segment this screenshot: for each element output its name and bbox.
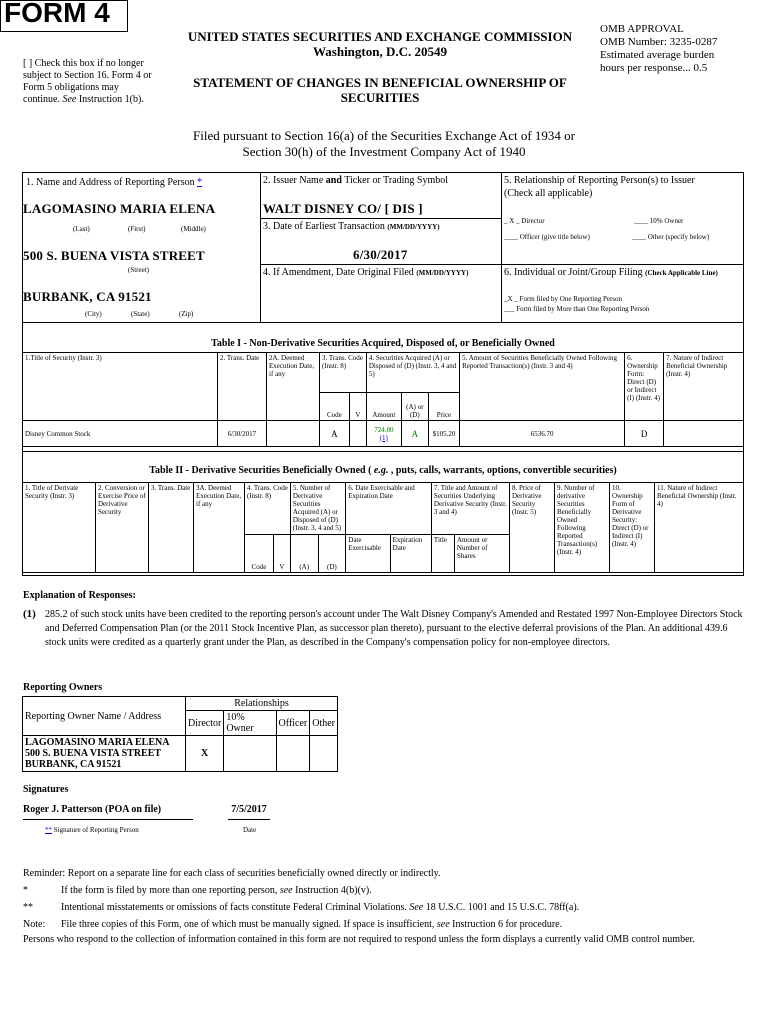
t1-col-owned: 5. Amount of Securities Beneficially Owned Following Reported Transaction(s) (Instr. 3 and 4) bbox=[460, 353, 625, 421]
table-row bbox=[23, 736, 338, 772]
ro-owner-cell bbox=[23, 736, 186, 772]
box-6-filing bbox=[501, 264, 744, 323]
box-5-relationship bbox=[501, 172, 744, 265]
signature-label bbox=[45, 826, 139, 834]
reminder-line: Persons who respond to the collection of information contained in this form are not required to respond unless the form displays a currently valid OMB control number. bbox=[23, 934, 695, 945]
t1-col-nature: 7. Nature of Indirect Beneficial Ownership (Instr. 4) bbox=[664, 353, 744, 421]
signer-name: Roger J. Patterson (POA on file) bbox=[23, 804, 193, 820]
table-row bbox=[23, 421, 744, 447]
reminder-see: see bbox=[279, 885, 293, 896]
box-3-label bbox=[263, 221, 440, 232]
t2-sub-v: V bbox=[273, 535, 290, 573]
t1-col-date: 2. Trans. Date bbox=[218, 353, 267, 421]
reminder-line: Reminder: Report on a separate line for each class of securities beneficially owned directly or indirectly. bbox=[23, 868, 441, 879]
filed-line: Section 30(h) of the Investment Company Act of 1940 bbox=[242, 144, 526, 159]
box-1-label-text: 1. Name and Address of Reporting Person bbox=[26, 177, 195, 188]
agency-city: Washington, D.C. 20549 bbox=[313, 44, 447, 59]
check-box-note bbox=[23, 58, 173, 106]
ro-col-director: Director bbox=[186, 711, 224, 736]
ro-other-mark bbox=[310, 736, 338, 772]
t2-sub-date-exercisable: Date Exercisable bbox=[346, 535, 390, 573]
reminder-see: see bbox=[436, 919, 450, 930]
check-note-line: Form 5 obligations may bbox=[23, 82, 119, 93]
t2-sub-title: Title bbox=[431, 535, 454, 573]
omb-line: OMB Number: 3235-0287 bbox=[600, 36, 718, 48]
ro-owner-line: LAGOMASINO MARIA ELENA bbox=[25, 737, 170, 748]
box-3-earliest-transaction bbox=[260, 218, 502, 265]
reporting-person-city: BURBANK, CA 91521 bbox=[23, 289, 152, 304]
table-1 bbox=[22, 352, 744, 447]
reminder-text: If the form is filed by more than one reporting person, bbox=[61, 885, 280, 896]
t1-col-deemed: 2A. Deemed Execution Date, if any bbox=[267, 353, 320, 421]
ro-col-name: Reporting Owner Name / Address bbox=[23, 697, 186, 736]
box-4-format: (MM/DD/YYYY) bbox=[416, 269, 469, 277]
t1-amount-cell bbox=[366, 421, 401, 447]
t2-col-deemed: 3A. Deemed Execution Date, if any bbox=[194, 483, 245, 573]
other-line: ____ Other (specify below) bbox=[632, 233, 710, 241]
ro-owner-mark bbox=[224, 736, 276, 772]
t1-security: Disney Common Stock bbox=[23, 421, 218, 447]
box-2-label bbox=[263, 175, 448, 186]
reminder-mark: ** bbox=[23, 902, 33, 913]
reminder-text: Instruction 6 for procedure. bbox=[449, 919, 563, 930]
reminder-line bbox=[23, 916, 753, 933]
t2-col-nature: 11. Nature of Indirect Beneficial Ownership (Instr. 4) bbox=[654, 483, 743, 573]
t2-col-code: 4. Trans. Code (Instr. 8) bbox=[245, 483, 291, 535]
check-note-tail: Instruction 1(b). bbox=[76, 94, 144, 105]
box-1-label bbox=[26, 177, 202, 188]
officer-line: ____ Officer (give title below) bbox=[504, 233, 590, 241]
filed-by-more-line: ___ Form filed by More than One Reporting Person bbox=[504, 305, 650, 313]
box-4-label-text: 4. If Amendment, Date Original Filed bbox=[263, 267, 417, 278]
box-4-label bbox=[263, 267, 468, 278]
t1-sub-code: Code bbox=[320, 393, 350, 421]
last-label: (Last) bbox=[73, 225, 90, 233]
reminder-text: Intentional misstatements or omissions of facts constitute Federal Criminal Violations. bbox=[61, 902, 410, 913]
table-2 bbox=[22, 482, 744, 573]
t2-col-form: 10. Ownership Form of Derivative Security: Direct (D) or Indirect (I) (Instr. 4) bbox=[609, 483, 654, 573]
issuer-name: WALT DISNEY CO/ [ DIS ] bbox=[263, 201, 423, 216]
reporting-owners-heading: Reporting Owners bbox=[23, 682, 103, 693]
box-1-reporting-person bbox=[22, 172, 261, 323]
box-4-amendment bbox=[260, 264, 502, 323]
t1-sub-amount: Amount bbox=[366, 393, 401, 421]
t1-code: A bbox=[320, 421, 350, 447]
reminder-text: 18 U.S.C. 1001 and 15 U.S.C. 78ff(a). bbox=[423, 902, 580, 913]
t1-footnote-link[interactable]: (1) bbox=[379, 433, 388, 442]
ro-owner-line: 500 S. BUENA VISTA STREET bbox=[25, 748, 162, 759]
check-note-line: subject to Section 16. Form 4 or bbox=[23, 70, 152, 81]
omb-line: OMB APPROVAL bbox=[600, 23, 684, 35]
form-4-label: FORM 4 bbox=[4, 0, 110, 28]
t1-v bbox=[349, 421, 366, 447]
zip-label: (Zip) bbox=[179, 310, 194, 318]
filed-by-one-line: _X _ Form filed by One Reporting Person bbox=[504, 295, 623, 303]
box-5-label: 5. Relationship of Reporting Person(s) to Issuer bbox=[504, 175, 695, 186]
earliest-transaction-date: 6/30/2017 bbox=[353, 247, 408, 262]
box-6-label bbox=[504, 267, 718, 278]
t1-col-title: 1.Title of Security (Instr. 3) bbox=[23, 353, 218, 421]
box-2-label-and: and bbox=[325, 175, 342, 186]
t1-col-form: 6. Ownership Form: Direct (D) or Indirect (I) (Instr. 4) bbox=[625, 353, 664, 421]
t2-col-underlying: 7. Title and Amount of Securities Underlying Derivative Security (Instr. 3 and 4) bbox=[431, 483, 509, 535]
omb-line: Estimated average burden bbox=[600, 49, 715, 61]
reminder-see: See bbox=[409, 902, 424, 913]
ro-officer-mark bbox=[276, 736, 310, 772]
t2-col-owned: 9. Number of derivative Securities Beneficially Owned Following Reported Transaction(s) (Instr. 4) bbox=[554, 483, 609, 573]
check-note-see: See bbox=[62, 94, 77, 105]
footnote-number: (1) bbox=[23, 608, 36, 620]
reporting-owners-table bbox=[22, 696, 338, 772]
reporting-person-name: LAGOMASINO MARIA ELENA bbox=[23, 201, 216, 216]
reminder-line bbox=[23, 882, 753, 899]
t2-col-number: 5. Number of Derivative Securities Acquired (A) or Disposed of (D) (Instr. 3, 4 and 5) bbox=[290, 483, 345, 535]
date-label: Date bbox=[243, 826, 257, 834]
signature-label-text: Signature of Reporting Person bbox=[53, 826, 139, 834]
first-label: (First) bbox=[128, 225, 146, 233]
statement-title-line: SECURITIES bbox=[340, 90, 420, 105]
check-note-text: continue. bbox=[23, 94, 63, 105]
t2-sub-a: (A) bbox=[290, 535, 318, 573]
box-6-label-text: 6. Individual or Joint/Group Filing bbox=[504, 267, 646, 278]
t1-price: $105.20 bbox=[428, 421, 459, 447]
box-6-sub: (Check Applicable Line) bbox=[645, 269, 718, 277]
ro-col-owner: 10% Owner bbox=[224, 711, 276, 736]
t1-col-code: 3. Trans. Code (Instr. 8) bbox=[320, 353, 367, 393]
t1-owned: 6536.70 bbox=[460, 421, 625, 447]
t2-col-conversion: 2. Conversion or Exercise Price of Derivative Security bbox=[96, 483, 149, 573]
t1-nature bbox=[664, 421, 744, 447]
state-label: (State) bbox=[131, 310, 150, 318]
t1-col-acquired: 4. Securities Acquired (A) or Disposed of (D) (Instr. 3, 4 and 5) bbox=[366, 353, 459, 393]
t1-form: D bbox=[625, 421, 664, 447]
signatures-heading: Signatures bbox=[23, 784, 69, 795]
omb-line: hours per response... 0.5 bbox=[600, 62, 708, 74]
t2-sub-amount: Amount or Number of Shares bbox=[454, 535, 509, 573]
reminders bbox=[23, 865, 753, 947]
t2-title-a: Table II - Derivative Securities Beneficially Owned ( bbox=[149, 465, 374, 476]
ro-col-relationships: Relationships bbox=[186, 697, 338, 711]
ro-col-officer: Officer bbox=[276, 711, 310, 736]
t2-sub-d: (D) bbox=[318, 535, 346, 573]
t1-date: 6/30/2017 bbox=[218, 421, 267, 447]
form-4-label-box bbox=[0, 0, 128, 32]
table-1-title: Table I - Non-Derivative Securities Acquired, Disposed of, or Beneficially Owned bbox=[211, 338, 555, 349]
t2-col-exercisable: 6. Date Exercisable and Expiration Date bbox=[346, 483, 432, 535]
signature-footnote-link[interactable]: ** bbox=[45, 826, 52, 834]
explanation-heading: Explanation of Responses: bbox=[23, 590, 136, 601]
reminder-mark: Note: bbox=[23, 919, 46, 930]
director-checkbox-line: _ X _ Director bbox=[504, 217, 545, 225]
statement-title-line: STATEMENT OF CHANGES IN BENEFICIAL OWNERSHIP OF bbox=[193, 75, 567, 90]
ro-col-other: Other bbox=[310, 711, 338, 736]
t2-col-price: 8. Price of Derivative Security (Instr. 5) bbox=[509, 483, 554, 573]
t2-sub-expiration: Expiration Date bbox=[390, 535, 431, 573]
check-note-line: [ ] Check this box if no longer bbox=[23, 58, 144, 69]
statement-title bbox=[170, 75, 590, 105]
box-2-label-b: Ticker or Trading Symbol bbox=[341, 175, 449, 186]
filed-pursuant bbox=[120, 128, 648, 160]
t2-col-date: 3. Trans. Date bbox=[149, 483, 194, 573]
ten-percent-owner-line: ____ 10% Owner bbox=[634, 217, 684, 225]
t2-sub-code: Code bbox=[245, 535, 274, 573]
t2-title-eg: e.g. bbox=[373, 465, 389, 476]
box-5-sub: (Check all applicable) bbox=[504, 188, 593, 199]
t1-sub-a-or-d: (A) or (D) bbox=[401, 393, 428, 421]
reporting-person-street: 500 S. BUENA VISTA STREET bbox=[23, 248, 205, 263]
check-note-line bbox=[23, 94, 173, 106]
reminder-text: File three copies of this Form, one of which must be manually signed. If space is insufficient, bbox=[61, 919, 437, 930]
box-3-format: (MM/DD/YYYY) bbox=[387, 223, 440, 231]
t2-col-title: 1. Title of Derivate Security (Instr. 3) bbox=[23, 483, 96, 573]
ro-director-mark: X bbox=[186, 736, 224, 772]
box-2-label-a: 2. Issuer Name bbox=[263, 175, 326, 186]
box-3-label-text: 3. Date of Earliest Transaction bbox=[263, 221, 388, 232]
agency-name: UNITED STATES SECURITIES AND EXCHANGE COMMISSION bbox=[187, 29, 573, 44]
middle-label: (Middle) bbox=[181, 225, 206, 233]
t1-sub-price: Price bbox=[428, 393, 459, 421]
filed-line: Filed pursuant to Section 16(a) of the Securities Exchange Act of 1934 or bbox=[193, 128, 575, 143]
street-label: (Street) bbox=[128, 266, 149, 274]
reminder-mark: * bbox=[23, 885, 28, 896]
box-1-footnote-link[interactable]: * bbox=[197, 177, 203, 188]
t1-amount: 724.80 bbox=[374, 425, 394, 434]
signature-date: 7/5/2017 bbox=[228, 804, 270, 820]
t1-deemed bbox=[267, 421, 320, 447]
t1-a-or-d: A bbox=[401, 421, 428, 447]
footnote-text: 285.2 of such stock units have been credited to the reporting person's account under The Walt Disney Company's Amended and Restated 1997 Non-Employee Directors Stock and Deferred Compensation Plan (or the 2011 Stock Incentive Plan, as successor plan thereto), pursuant to the elective deferral provisions of the Plan. An additional 439.6 stock units were credited as a quarterly grant under the Plan, as described in the Company's compensation policy for non-employee directors. bbox=[45, 609, 743, 648]
t2-title-b: , puts, calls, warrants, options, convertible securities) bbox=[388, 465, 617, 476]
reminder-line bbox=[23, 899, 753, 916]
t1-sub-v: V bbox=[349, 393, 366, 421]
table-2-title bbox=[22, 465, 744, 476]
city-label: (City) bbox=[85, 310, 102, 318]
box-2-issuer bbox=[260, 172, 502, 219]
ro-owner-line: BURBANK, CA 91521 bbox=[25, 759, 122, 770]
omb-approval bbox=[600, 23, 760, 75]
reminder-text: Instruction 4(b)(v). bbox=[292, 885, 372, 896]
